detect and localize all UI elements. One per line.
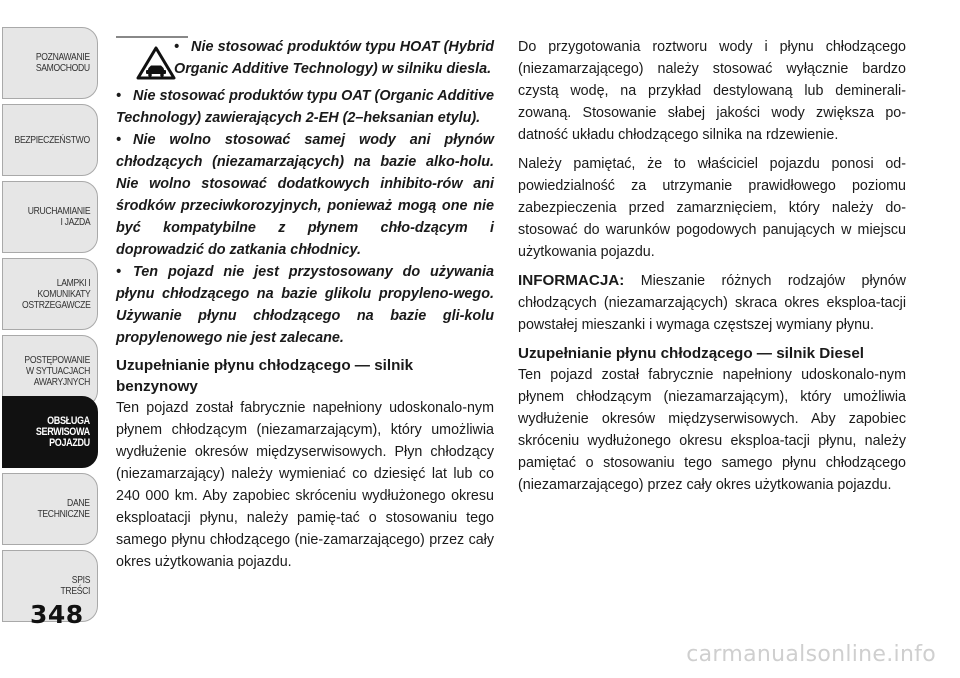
heading-petrol-coolant: Uzupełnianie płynu chłodzącego — silnik benzynowy [116, 357, 414, 395]
tab-poznawanie-samochodu[interactable] [2, 27, 98, 99]
page-number: 348 [30, 600, 84, 629]
tab-bezpieczenstwo[interactable] [2, 104, 98, 176]
warning-triangle-car-icon [136, 46, 176, 80]
tab-label: POZNAWANIE SAMOCHODU [36, 51, 90, 74]
warning-bullet-3: • Nie wolno stosować samej wody ani płynów chłodzących (niezamarzających) na bazie alko-holu. Nie wolno stosować dodatkowych inhibito-rów ani środków przeciwkorozyjnych, ponieważ mogą one nie być kompatybilne z płynem chło-dzącym i doprowadzić do zatkania chłodnicy. [116, 129, 494, 261]
tab-label: OBSŁUGA SERWISOWA POJAZDU [35, 414, 90, 449]
water-quality-paragraph: Do przygotowania roztworu wody i płynu chłodzącego (niezamarzającego) należy stosować wyłącznie bardzo czystą wodę, na przykład destylowaną lub deminerali-zowaną. Stosowanie słabej jakości wody zwiększa po-datność układu chłodzącego silnika na rdzewienie. [518, 39, 906, 143]
info-paragraph [518, 270, 906, 336]
watermark: carmanualsonline.info [686, 642, 936, 667]
left-column [116, 36, 494, 580]
owner-responsibility-paragraph: Należy pamiętać, że to właściciel pojazdu ponosi od-powiedzialność za utrzymanie prawidłowego poziomu zabezpieczenia przed zamarznięciem, który należy do-stosować do warunków pogodowych panujących w miejscu użytkowania pojazdu. [518, 156, 906, 260]
tab-label: BEZPIECZEŃSTWO [14, 133, 90, 146]
tab-uruchamianie-i-jazda[interactable] [2, 181, 98, 253]
petrol-coolant-text: Ten pojazd został fabrycznie napełniony udoskonalo-nym płynem chłodzącym (niezamarzającym), który umożliwia wydłużenie okresów międzyserwisowych. Płyn chłodzący (niezamarzający) należy wymieniać co dziesięć lat lub co 240 000 km. Aby zapobiec skróceniu wydłużonego okresu eksploatacji płynu, należy pamię-tać o stosowaniu tego samego płynu chłodzącego (nie-zamarzającego) przez cały okres użytkowania pojazdu. [116, 400, 494, 570]
right-column [518, 36, 906, 503]
tab-label: LAMPKI I KOMUNIKATY OSTRZEGAWCZE [21, 276, 90, 311]
warning-bullet-1: • Nie stosować produktów typu HOAT (Hybrid Organic Additive Technology) w silniku diesla. [174, 36, 494, 80]
diesel-coolant-text: Ten pojazd został fabrycznie napełniony udoskonalo-nym płynem chłodzącym (niezamarzającym), który umożliwia wydłużenie okresów międzyserwisowych. Aby zapobiec skróceniu wydłużonego okresu eksploa-tacji płynu, należy pamiętać o stosowaniu tego samego płynu chłodzącego (niezamarzającego) przez cały okres użytkowania pojazdu. [518, 367, 906, 493]
tab-dane-techniczne[interactable] [2, 473, 98, 545]
tab-label: POSTĘPOWANIE W SYTUACJACH AWARYJNYCH [24, 353, 90, 388]
warning-rule [116, 36, 188, 38]
info-text: Mieszanie różnych rodzajów płynów chłodzących (niezamarzających) skraca okres eksploa-tacji powstałej mieszanki i wymaga częstszej wymiany płynu. [518, 273, 906, 333]
tab-lampki-i-komunikaty[interactable] [2, 258, 98, 330]
heading-diesel-coolant: Uzupełnianie płynu chłodzącego — silnik Diesel [518, 345, 865, 362]
tab-label: URUCHAMIANIE I JAZDA [27, 205, 90, 228]
tab-obsluga-serwisowa[interactable] [2, 396, 98, 468]
tab-label: DANE TECHNICZNE [37, 497, 90, 520]
info-label: INFORMACJA: [518, 272, 625, 289]
warning-bullet-4: • Ten pojazd nie jest przystosowany do używania płynu chłodzącego na bazie glikolu propyleno-wego. Używanie płynu chłodzącego na bazie gli-kolu propylenowego nie jest zalecane. [116, 261, 494, 349]
warning-block [116, 36, 494, 85]
tab-label: SPIS TREŚCI [60, 574, 90, 597]
warning-bullet-2: • Nie stosować produktów typu OAT (Organic Additive Technology) zawierających 2-EH (2–heksanian etylu). [116, 85, 494, 129]
